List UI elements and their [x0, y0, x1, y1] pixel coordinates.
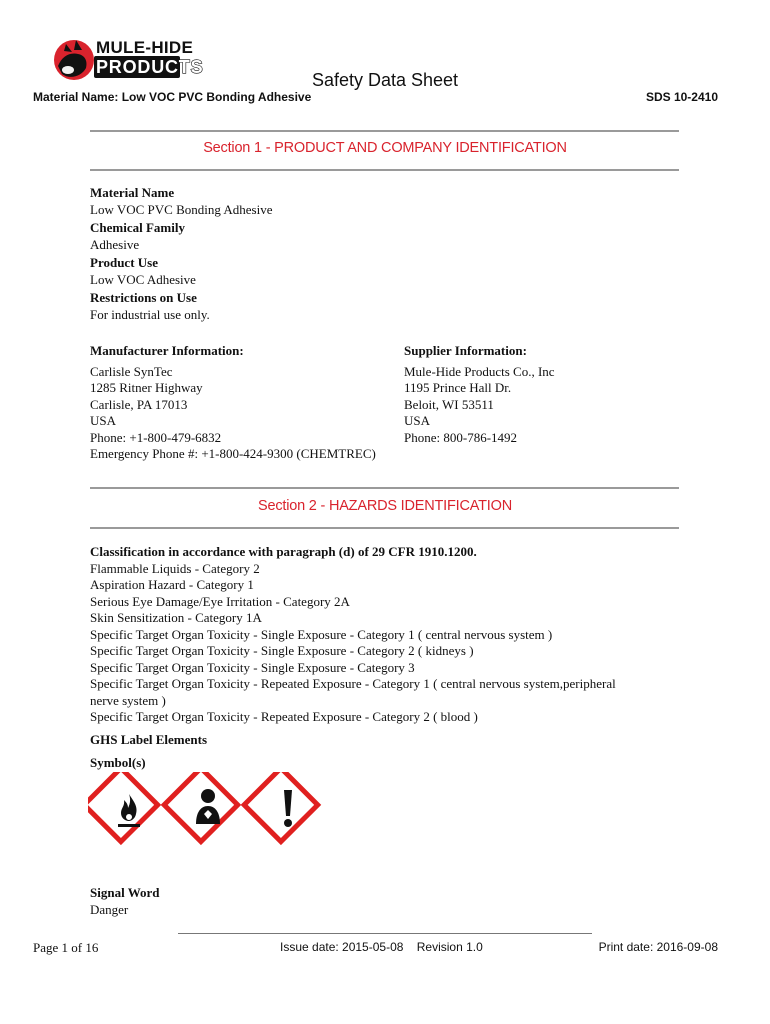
- manufacturer-info: [90, 343, 376, 463]
- classification-item: Serious Eye Damage/Eye Irritation - Category 2A: [90, 593, 350, 609]
- manufacturer-line: Carlisle, PA 17013: [90, 396, 188, 412]
- sds-number: SDS 10-2410: [645, 90, 718, 104]
- restrictions-value: For industrial use only.: [90, 306, 210, 322]
- material-name-label: Material Name: [90, 185, 175, 200]
- classification-item: Specific Target Organ Toxicity - Repeated Exposure - Category 2 ( blood ): [90, 709, 478, 724]
- material-name-value: Low VOC PVC Bonding Adhesive: [90, 201, 273, 217]
- manufacturer-line: Carlisle SynTec: [90, 363, 173, 379]
- symbols-label: Symbol(s): [90, 755, 146, 770]
- print-date: Print date: 2016-09-08: [598, 940, 718, 954]
- classification-item: Skin Sensitization - Category 1A: [90, 610, 262, 625]
- health-hazard-icon: [164, 772, 238, 842]
- manufacturer-line: 1285 Ritner Highway: [90, 380, 203, 395]
- supplier-line: 1195 Prince Hall Dr.: [404, 380, 512, 395]
- page-number: Page 1 of 16: [33, 940, 99, 955]
- ghs-pictograms: [88, 772, 328, 852]
- product-use-label: Product Use: [90, 255, 159, 270]
- signal-word-value: Danger: [90, 902, 129, 917]
- supplier-line: USA: [404, 413, 431, 428]
- manufacturer-line: Phone: +1-800-479-6832: [90, 429, 222, 445]
- section1-title: Section 1 - PRODUCT AND COMPANY IDENTIFICATION: [203, 140, 567, 156]
- classification-item: Specific Target Organ Toxicity - Single Exposure - Category 2 ( kidneys ): [90, 643, 474, 658]
- exclamation-icon: [244, 772, 318, 842]
- supplier-label: Supplier Information:: [404, 343, 527, 358]
- classification-item: Specific Target Organ Toxicity - Single Exposure - Category 3: [90, 659, 415, 675]
- classification-item: Flammable Liquids - Category 2: [90, 560, 260, 576]
- classification-item: Aspiration Hazard - Category 1: [90, 577, 254, 592]
- section2-top-rule: [90, 487, 679, 489]
- document-title: Safety Data Sheet: [311, 70, 459, 90]
- manufacturer-line: USA: [90, 413, 117, 428]
- logo-wordmark-bottom: PRODUCTS: [96, 57, 204, 77]
- footer-rule: [178, 933, 592, 934]
- flame-icon: [88, 772, 158, 842]
- supplier-line: Phone: 800-786-1492: [404, 429, 518, 445]
- manufacturer-line: Emergency Phone #: +1-800-424-9300 (CHEMTREC): [90, 446, 376, 461]
- section2-title: Section 2 - HAZARDS IDENTIFICATION: [258, 498, 512, 514]
- logo-wordmark-top: MULE-HIDE: [96, 38, 194, 57]
- product-use-value: Low VOC Adhesive: [90, 271, 196, 287]
- section1-identification: [90, 185, 273, 323]
- classification-item: nerve system ): [90, 692, 166, 708]
- classification-item: Specific Target Organ Toxicity - Single Exposure - Category 1 ( central nervous system ): [90, 626, 553, 642]
- classification-block: [90, 544, 616, 726]
- restrictions-label: Restrictions on Use: [90, 290, 197, 305]
- supplier-line: Mule-Hide Products Co., Inc: [404, 363, 555, 379]
- chemical-family-label: Chemical Family: [90, 220, 185, 235]
- classification-item: Specific Target Organ Toxicity - Repeated Exposure - Category 1 ( central nervous system,peripheral: [90, 676, 616, 691]
- signal-word-label: Signal Word: [90, 885, 160, 900]
- section2-bottom-rule: [90, 527, 679, 529]
- header-material-name: Material Name: Low VOC PVC Bonding Adhesive: [33, 90, 312, 104]
- supplier-info: [404, 343, 555, 446]
- classification-label: Classification in accordance with paragraph (d) of 29 CFR 1910.1200.: [90, 544, 477, 559]
- chemical-family-value: Adhesive: [90, 236, 140, 252]
- issue-date: Issue date: 2015-05-08 Revision 1.0: [280, 940, 483, 954]
- section1-top-rule: [90, 130, 679, 132]
- manufacturer-label: Manufacturer Information:: [90, 343, 244, 358]
- ghs-label: GHS Label Elements: [90, 732, 208, 747]
- section1-bottom-rule: [90, 169, 679, 171]
- supplier-line: Beloit, WI 53511: [404, 396, 494, 412]
